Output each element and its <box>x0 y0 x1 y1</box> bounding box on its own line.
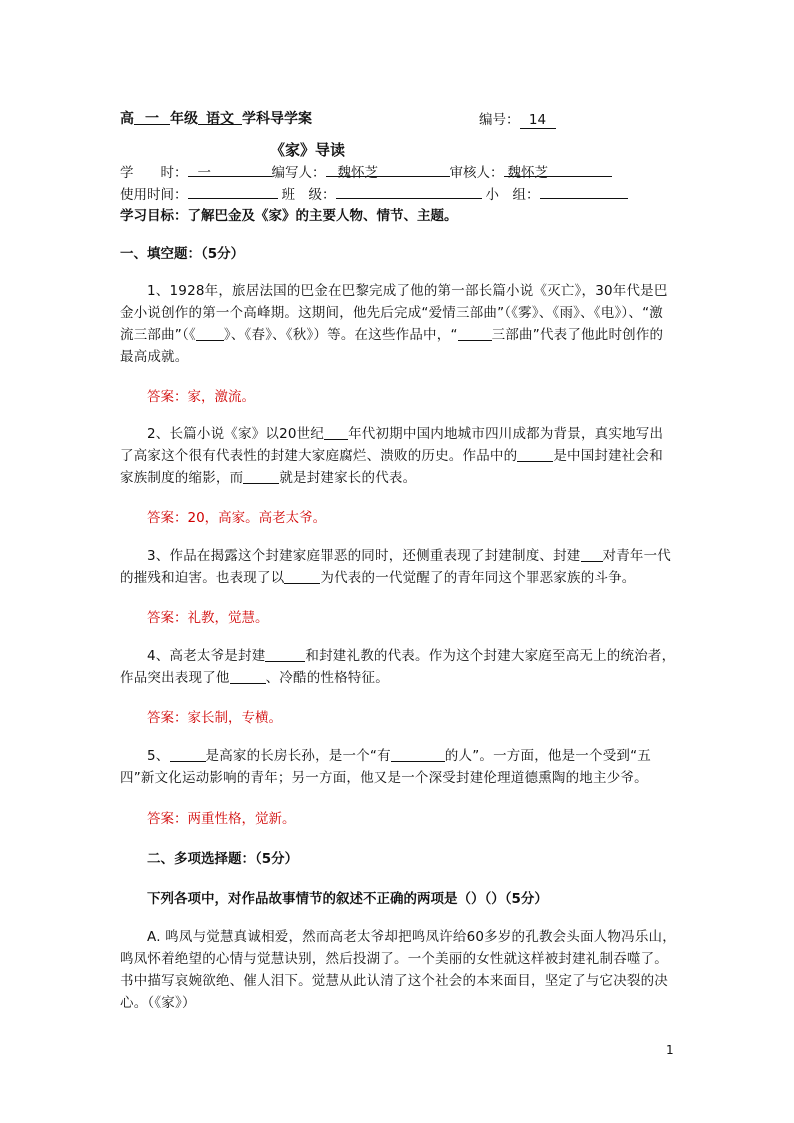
q2-text-2: 年代初期中国内地城市四川成都为背景，真实地写出了高家这个很有代表性的封建大家庭腐烂、溃败的历史。作品中的 <box>120 426 664 464</box>
reviewer-label: 审核人： <box>449 165 504 181</box>
page-number: 1 <box>666 1043 674 1057</box>
q2-text-4: 就是封建家长的代表。 <box>279 470 417 486</box>
subject-value: 语文 <box>198 108 242 125</box>
q5-text-3: 的人”。一方面，他是一个受到“五四”新文化运动影响的青年；另一方面，他又是一个深受封建伦理道德熏陶的地主少爷。 <box>120 748 651 786</box>
q1-answer: 答案：家，激流。 <box>147 389 255 405</box>
q4-text-1: 4、高老太爷是封建 <box>147 648 266 664</box>
question-1 <box>120 280 676 368</box>
date-label: 使用时间： <box>120 187 188 203</box>
number-value: 14 <box>520 112 556 129</box>
q5-blank-2 <box>391 747 445 762</box>
q1-blank-2 <box>458 326 492 341</box>
q3-text-3: 为代表的一代觉醒了的青年同这个罪恶家族的斗争。 <box>320 570 636 586</box>
class-field <box>336 182 482 199</box>
writer-value: 魏怀芝 <box>326 161 450 177</box>
q2-text-3: 是中国封建社会和家族制度的缩影，而 <box>120 448 663 486</box>
q4-blank-2 <box>230 669 266 684</box>
grade-prefix: 高 <box>120 111 134 127</box>
q2-text-1: 2、长篇小说《家》以20世纪 <box>147 426 325 442</box>
q4-text-3: 、冷酷的性格特征。 <box>265 670 389 686</box>
q3-blank-2 <box>284 569 320 584</box>
question-3 <box>120 545 676 589</box>
date-field <box>188 182 278 199</box>
q4-blank-1 <box>265 647 305 662</box>
group-label: 小 组： <box>485 187 540 203</box>
group-field <box>540 182 628 199</box>
learning-goal: 学习目标：了解巴金及《家》的主要人物、情节、主题。 <box>120 208 458 224</box>
grade-suffix: 年级 <box>170 111 198 127</box>
question-5 <box>120 745 676 789</box>
meta-row-2 <box>120 182 628 203</box>
q2-blank-2 <box>517 447 553 462</box>
header-line <box>120 108 312 128</box>
hours-value: 一 <box>188 161 272 177</box>
q1-text-2: 》、《春》、《秋》）等。在这些作品中，“ <box>223 327 458 343</box>
option-a-text: A. 鸣凤与觉慧真诚相爱，然而高老太爷却把鸣凤许给60多岁的孔教会头面人物冯乐山，鸣凤怀着绝望的心情与觉慧诀别，然后投湖了。一个美丽的女性就这样被封建礼制吞噬了。书中描写哀婉欲绝、催人泪下。觉慧从此认清了这个社会的本来面目，坚定了与它决裂的决心。（《家》） <box>120 929 676 1011</box>
q4-text-2: 和封建礼教的代表。作为这个封建大家庭至高无上的统治者，作品突出表现了他 <box>120 648 676 686</box>
class-label: 班 级： <box>281 187 336 203</box>
writer-label: 编写人： <box>271 165 326 181</box>
q5-text-1: 5、 <box>147 748 170 764</box>
q4-answer: 答案：家长制，专横。 <box>147 710 282 726</box>
q3-blank-1 <box>581 547 603 562</box>
q3-text-1: 3、作品在揭露这个封建家庭罪恶的同时，还侧重表现了封建制度、封建 <box>147 548 581 564</box>
q5-text-2: 是高家的长房长孙，是一个“有 <box>205 748 391 764</box>
question-4 <box>120 645 676 689</box>
section-1-title: 一、填空题：（5分） <box>120 246 245 262</box>
section-2-question: 下列各项中，对作品故事情节的叙述不正确的两项是（）（）（5分） <box>147 891 548 907</box>
question-2 <box>120 423 676 489</box>
meta-row-1 <box>120 161 612 181</box>
q5-answer: 答案：两重性格，觉新。 <box>147 811 296 827</box>
hours-label: 学 时： <box>120 165 188 181</box>
number-label: 编号： <box>479 112 520 128</box>
page-title: 《家》导读 <box>270 141 346 159</box>
reviewer-value: 魏怀芝 <box>504 161 612 177</box>
q2-blank-3 <box>243 469 279 484</box>
q1-blank-1 <box>196 326 224 341</box>
section-2-title: 二、多项选择题：（5分） <box>147 851 299 867</box>
q2-blank-1 <box>324 425 348 440</box>
q3-text-2: 对青年一代的摧残和迫害。也表现了以 <box>120 548 671 586</box>
q2-answer: 答案：20，高家。高老太爷。 <box>147 510 327 526</box>
option-a <box>120 926 676 1014</box>
grade-value: 一 <box>134 108 170 125</box>
subject-suffix: 学科导学案 <box>242 111 312 127</box>
number-line <box>479 108 556 129</box>
q1-text-1: 1、1928年，旅居法国的巴金在巴黎完成了他的第一部长篇小说《灭亡》，30年代是巴金小说创作的第一个高峰期。这期间，他先后完成“爱情三部曲”（《雾》、《雨》、《电》）、“激流三部曲”（《 <box>120 283 668 343</box>
q5-blank-1 <box>170 747 206 762</box>
q1-text-3: 三部曲”代表了他此时创作的最高成就。 <box>120 327 664 365</box>
q3-answer: 答案：礼教，觉慧。 <box>147 610 269 626</box>
